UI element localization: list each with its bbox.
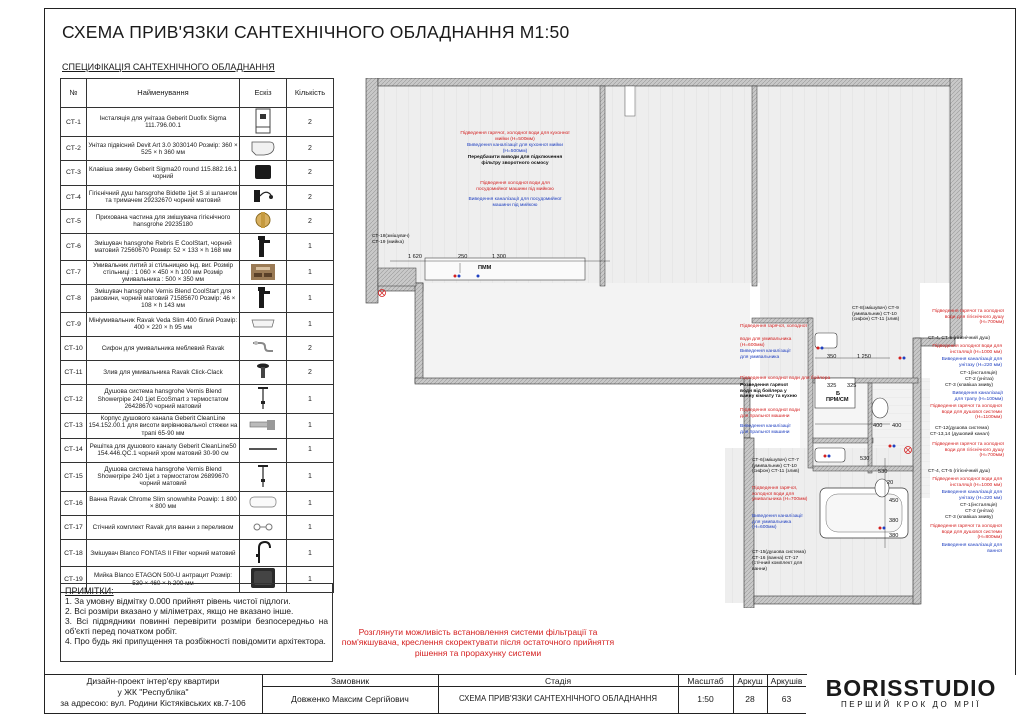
dim-400a: 400 xyxy=(873,423,883,429)
spec-header-no: № xyxy=(61,79,87,108)
spec-item-qty: 2 xyxy=(287,137,334,161)
label-sink-a-1: Підведення гарячої, холодної xyxy=(740,324,807,329)
studio-logo xyxy=(806,675,1016,714)
spec-item-sketch xyxy=(240,108,287,137)
hygienic-shower-icon xyxy=(252,187,274,207)
label-r-shower-hc: Підведення гарячої та холодної води для душової системи (Н=1100мм) xyxy=(930,404,1002,421)
spec-header-name: Найменування xyxy=(87,79,240,108)
spec-row xyxy=(61,540,334,567)
label-sink-a-2: води для умивальника xyxy=(740,337,792,342)
label-r-hygienic-b: Підведення гарячої та холодної води для гігієнічного душу (Н=700мм) xyxy=(932,442,1004,459)
spec-item-name: Душова система hansgrohe Vernis Blend Showerpipe 240 1jet з термостатом 26899670 чорний матовий xyxy=(87,462,240,491)
spec-item-name: Корпус душового канала Geberit CleanLine 154.152.00.1 для висоти вирівнювальної стяжки на трапі 65-90 мм xyxy=(87,414,240,438)
spec-row xyxy=(61,261,334,285)
sheet-value: 28 xyxy=(745,694,755,704)
stage-name: СХЕМА ПРИВ'ЯЗКИ САНТЕХНІЧНОГО ОБЛАДНАННЯ xyxy=(458,694,658,703)
label-sink-b: Підведення гарячої, холодної води для умивальника (Н=700мм) xyxy=(752,486,808,503)
spec-item-sketch xyxy=(240,161,287,185)
spec-item-name: Мініумивальник Ravak Veda Slim 400 білий Розмір: 400 × 220 × h 95 мм xyxy=(87,312,240,336)
spec-item-sketch xyxy=(240,385,287,414)
kitchen-mixer-icon xyxy=(254,540,272,566)
label-r-ct45-b: СТ-4, СТ-5 (гігієнічний душ) xyxy=(928,469,991,474)
project-line-2: у ЖК "Республіка" xyxy=(117,687,189,697)
spec-row xyxy=(61,209,334,233)
spec-item-sketch xyxy=(240,438,287,462)
drain-grate-icon xyxy=(248,445,278,455)
bath-waste-icon xyxy=(252,520,274,536)
spec-row xyxy=(61,161,334,185)
label-pmm: ПММ xyxy=(478,265,492,271)
label-r-trap-sewer: Виведення каналізації для трапу (Н=100мм) xyxy=(952,391,1003,402)
spec-row xyxy=(61,360,334,384)
spec-item-name: Стічний комплект Ravak для ванни з переливом xyxy=(87,516,240,540)
spec-item-name: Решітка для душового каналу Geberit CleanLine50 154.446.QC.1 чорний хром матовий 30-90 см xyxy=(87,438,240,462)
dim-250: 250 xyxy=(458,254,468,260)
spec-item-qty: 1 xyxy=(287,438,334,462)
dim-1250: 1 250 xyxy=(857,354,871,360)
spec-row xyxy=(61,385,334,414)
spec-item-qty: 1 xyxy=(287,285,334,312)
dim-450: 450 xyxy=(889,498,899,504)
logo-tagline: ПЕРШИЙ КРОК ДО МРІЇ xyxy=(840,700,982,709)
label-r-ct1-a: СТ-1(інсталяція) xyxy=(960,371,998,376)
spec-item-name: Ванна Ravak Chrome Slim snowwhite Розмір: 1 800 × 800 мм xyxy=(87,491,240,515)
label-boiler-dist: Розведення гарячої води від бойлера у ванну кімнату та кухню xyxy=(740,383,797,400)
notes-heading: ПРИМІТКИ: xyxy=(65,586,114,596)
logo-name: BORISSTUDIO xyxy=(825,675,997,701)
spec-item-name: Гігієнічний душ hansgrohe Bidette 1jet S зі шлангом та тримачем 29232670 чорний матовий xyxy=(87,185,240,209)
mini-basin-icon xyxy=(250,317,276,331)
spec-item-no: СТ-17 xyxy=(61,516,87,540)
spec-item-no: СТ-18 xyxy=(61,540,87,567)
label-wm-cold: Підведення холодної води для пральної машини xyxy=(740,408,800,419)
spec-item-no: СТ-1 xyxy=(61,108,87,137)
header-customer: Замовник xyxy=(330,676,370,686)
spec-item-qty: 1 xyxy=(287,385,334,414)
shower-system-icon xyxy=(255,385,271,413)
header-stage: Стадія xyxy=(544,676,572,686)
label-filter-note: Передбачити виводи для підключення фільтру зворотного осмосу xyxy=(467,155,563,166)
spec-item-sketch xyxy=(240,336,287,360)
basin-mixer-icon xyxy=(255,285,271,311)
label-r-ct2-b: СТ-2 (унітаз) xyxy=(965,509,994,514)
spec-row xyxy=(61,336,334,360)
scale-value: 1:50 xyxy=(697,694,714,704)
label-r-ct1314: СТ-13,14 (душовий канал) xyxy=(930,432,990,437)
dim-20: 20 xyxy=(887,480,894,486)
spec-item-qty: 2 xyxy=(287,185,334,209)
spec-item-no: СТ-8 xyxy=(61,285,87,312)
spec-item-sketch xyxy=(240,233,287,260)
label-ct6-group: СТ-6(змішувач) СТ-7 (умивальник) СТ-10 (сифон) СТ-11 (злив) xyxy=(752,458,800,475)
spec-row xyxy=(61,438,334,462)
spec-item-sketch xyxy=(240,462,287,491)
spec-item-no: СТ-3 xyxy=(61,161,87,185)
header-scale: Масштаб xyxy=(687,676,724,686)
spec-item-sketch xyxy=(240,185,287,209)
spec-item-name: Змішувач hansgrohe Rebris E CoolStart, чорний матовий 72560670 Розмір: 52 × 133 × h 168 мм xyxy=(87,233,240,260)
spec-item-qty: 2 xyxy=(287,108,334,137)
basin-mixer-icon xyxy=(255,234,271,260)
header-sheets: Аркушів xyxy=(770,676,803,686)
label-r-toilet-sewer-a: Виведення каналізації для унітазу (Н=220 мм) xyxy=(941,357,1002,368)
spec-item-qty: 1 xyxy=(287,540,334,567)
spec-item-name: Сифон для умивальника меблевий Ravak xyxy=(87,336,240,360)
label-r-toilet-sewer-b: Виведення каналізації для унітазу (Н=220 мм) xyxy=(941,490,1002,501)
spec-item-qty: 1 xyxy=(287,516,334,540)
siphon-icon xyxy=(251,340,275,356)
wall-hung-toilet-icon xyxy=(250,138,276,160)
spec-table xyxy=(60,78,334,593)
spec-row xyxy=(61,233,334,260)
header-sheet: Аркуш xyxy=(737,676,763,686)
bathtub-icon xyxy=(249,495,277,511)
label-boiler-cold: Підведення холодної води для бойлера xyxy=(740,376,831,381)
project-line-1: Дизайн-проект інтер'єру квартири xyxy=(86,676,220,686)
label-ct19: СТ-19 (мийка) xyxy=(372,240,404,245)
spec-row xyxy=(61,312,334,336)
label-ct15-group: СТ-15(душова система) СТ-16 (ванна) СТ-17 (стічний комплект для ванни) xyxy=(752,550,806,572)
spec-item-qty: 2 xyxy=(287,360,334,384)
flush-plate-icon xyxy=(254,164,272,182)
spec-item-name: Мийка Blanco ETAGON 500-U антрацит Розмір: 530 × 460 × h 200 мм xyxy=(87,567,240,592)
spec-header-row xyxy=(61,79,334,108)
dim-350: 350 xyxy=(827,354,837,360)
dim-530a: 530 xyxy=(860,456,870,462)
spec-item-no: СТ-10 xyxy=(61,336,87,360)
label-kitchen-hot-cold: Підведення гарячої, холодної води для кухонної мийки (Н=500мм) xyxy=(460,131,570,142)
label-r-inst-b: Підведення холодної води для інсталяції (Н=1000 мм) xyxy=(932,477,1002,488)
project-line-3: за адресою: вул. Родини Кістяківських кв.7-106 xyxy=(60,698,246,708)
dim-380b: 380 xyxy=(889,533,899,539)
sheet-title: СХЕМА ПРИВ'ЯЗКИ САНТЕХНІЧНОГО ОБЛАДНАННЯ М1:50 xyxy=(62,22,570,42)
spec-row xyxy=(61,285,334,312)
spec-item-name: Унітаз підвісний Devit Art 3.0 3030140 Розмір: 360 × 525 × h 360 мм xyxy=(87,137,240,161)
note-4: 4. Про будь які припущення та розбіжності повідомити архітектора. xyxy=(65,635,326,646)
spec-item-no: СТ-4 xyxy=(61,185,87,209)
label-r-ct3-a: СТ-3 (клавіша змиву) xyxy=(945,383,994,388)
spec-item-sketch xyxy=(240,491,287,515)
spec-item-no: СТ-5 xyxy=(61,209,87,233)
spec-item-no: СТ-13 xyxy=(61,414,87,438)
filtration-note: Розглянути можливість встановлення системи фільтрації та пом'якшувача, креслення скоректувати після остаточного прийняття рішення та прорахунку системи xyxy=(341,627,615,658)
customer-name: Довженко Максим Сергійович xyxy=(291,694,409,704)
label-ct18: СТ-18(змішувач) xyxy=(372,234,410,239)
label-sink-b-sewer: Виведення каналізації для умивальника (Н=600мм) xyxy=(752,514,803,531)
spec-item-no: СТ-16 xyxy=(61,491,87,515)
spec-row xyxy=(61,462,334,491)
label-r-bath-hc: Підведення гарячої та холодної води для душової системи (Н=800мм) xyxy=(930,524,1002,541)
spec-item-sketch xyxy=(240,312,287,336)
notes-box xyxy=(60,583,333,662)
spec-item-no: СТ-19 xyxy=(61,567,87,592)
spec-row xyxy=(61,491,334,515)
spec-item-no: СТ-9 xyxy=(61,312,87,336)
spec-item-qty: 1 xyxy=(287,233,334,260)
spec-row xyxy=(61,185,334,209)
dim-1300: 1 300 xyxy=(492,254,506,260)
spec-item-sketch xyxy=(240,540,287,567)
label-r-ct45-a: СТ-4, СТ-5 (гігієнічний душ) xyxy=(928,336,991,341)
label-prm: ПРМ/СМ xyxy=(826,397,849,403)
spec-item-name: Змішувач hansgrohe Vernis Blend CoolStart для раковини, чорний матовий 71585670 Розмір: 46 × 108 × h 143 мм xyxy=(87,285,240,312)
spec-item-no: СТ-11 xyxy=(61,360,87,384)
note-1: 1. За умовну відмітку 0.000 прийнят рівень чистої підлоги. xyxy=(65,596,291,606)
spec-item-sketch xyxy=(240,137,287,161)
label-r-ct12: СТ-12(душова система) xyxy=(935,426,989,431)
spec-item-name: Змішувач Blanco FONTAS II Filter чорний матовий xyxy=(87,540,240,567)
spec-item-name: Злив для умивальника Ravak Click-Clack xyxy=(87,360,240,384)
spec-item-sketch xyxy=(240,414,287,438)
shower-system-icon xyxy=(255,463,271,491)
dim-325b: 325 xyxy=(847,383,857,389)
spec-item-qty: 2 xyxy=(287,209,334,233)
label-boiler: Б xyxy=(836,391,841,397)
label-r-inst-a: Підведення холодної води для інсталяції (Н=1000 мм) xyxy=(932,344,1002,355)
concealed-part-icon xyxy=(253,210,273,232)
label-r-hygienic: Підведення гарячої та холодної води для гігієнічного душу (Н=700мм) xyxy=(932,309,1004,326)
label-dishwasher-cold: Підведення холодної води для посудомийної машини під мийкою xyxy=(476,181,554,192)
spec-row xyxy=(61,516,334,540)
dim-400b: 400 xyxy=(892,423,902,429)
drain-body-icon xyxy=(249,418,277,434)
sheets-value: 63 xyxy=(781,694,792,704)
label-r-ct3-b: СТ-3 (клавіша змиву) xyxy=(945,515,994,520)
installation-frame-icon xyxy=(254,108,272,136)
label-kitchen-sewer: Виведення каналізації для кухонної мийки (Н=500мм) xyxy=(466,143,564,154)
spec-item-name: Інсталяція для унітаза Geberit Duofix Sigma 111.796.00.1 xyxy=(87,108,240,137)
dim-1620: 1 620 xyxy=(408,254,422,260)
spec-item-no: СТ-7 xyxy=(61,261,87,285)
spec-title: СПЕЦИФІКАЦІЯ САНТЕХНІЧНОГО ОБЛАДНАННЯ xyxy=(62,62,275,72)
floor-plan xyxy=(360,78,1016,608)
spec-item-qty: 1 xyxy=(287,414,334,438)
spec-item-no: СТ-15 xyxy=(61,462,87,491)
spec-item-sketch xyxy=(240,516,287,540)
spec-header-sketch: Ескіз xyxy=(240,79,287,108)
spec-item-name: Душова система hansgrohe Vernis Blend Showerpipe 240 1jet EcoSmart з термостатом 26428670 чорний матовий xyxy=(87,385,240,414)
spec-row xyxy=(61,137,334,161)
spec-item-qty: 1 xyxy=(287,261,334,285)
spec-item-no: СТ-2 xyxy=(61,137,87,161)
label-sink-a-4: Виведення каналізації xyxy=(740,349,791,354)
dim-380a: 380 xyxy=(889,518,899,524)
label-wm-sewer: Виведення каналізації для пральної машини xyxy=(740,424,791,435)
spec-item-qty: 1 xyxy=(287,312,334,336)
label-r-bath-sewer: Виведення каналізації для ванної xyxy=(941,543,1002,554)
spec-row xyxy=(61,108,334,137)
floor-plan-drawing xyxy=(360,78,1016,608)
spec-item-name: Умивальник литий зі стільницею інд. виг. Розмір стільниці : 1 060 × 450 × h 100 мм Розмір умивальника : 500 × 350 мм xyxy=(87,261,240,285)
drain-icon xyxy=(255,362,271,382)
label-sink-a-3: (Н=600мм) xyxy=(740,343,765,348)
note-3: 3. Всі підрядники повинні перевірити розміри безпосередньо на об'єкті перед початком робіт. xyxy=(65,615,328,636)
label-r-ct2-a: СТ-2 (унітаз) xyxy=(965,377,994,382)
vanity-icon xyxy=(250,262,276,284)
spec-header-qty: Кількість xyxy=(287,79,334,108)
dim-325a: 325 xyxy=(827,383,837,389)
spec-item-qty: 2 xyxy=(287,161,334,185)
spec-row xyxy=(61,414,334,438)
dim-530b: 530 xyxy=(878,469,888,475)
spec-item-sketch xyxy=(240,360,287,384)
label-r-ct1-b: СТ-1(інсталяція) xyxy=(960,503,998,508)
spec-item-no: СТ-6 xyxy=(61,233,87,260)
label-ct8-group: СТ-8(змішувач) СТ-9 (умивальник) СТ-10 (сифон) СТ-11 (злив) xyxy=(852,306,900,323)
spec-item-qty: 1 xyxy=(287,491,334,515)
spec-item-no: СТ-12 xyxy=(61,385,87,414)
label-dishwasher-sewer: Виведення каналізації для посудомийної машини під мийкою xyxy=(468,197,562,208)
spec-item-sketch xyxy=(240,285,287,312)
spec-item-name: Прихована частина для змішувача гігієнічного hansgrohe 29235180 xyxy=(87,209,240,233)
spec-item-qty: 1 xyxy=(287,462,334,491)
label-sink-a-5: для умивальника xyxy=(740,355,780,360)
spec-item-sketch xyxy=(240,209,287,233)
spec-item-sketch xyxy=(240,261,287,285)
spec-item-qty: 1 xyxy=(287,567,334,592)
note-2: 2. Всі розміри вказано у міліметрах, якщо не вказано інше. xyxy=(65,605,294,616)
spec-item-name: Клавіша змиву Geberit Sigma20 round 115.882.16.1 чорний xyxy=(87,161,240,185)
spec-item-no: СТ-14 xyxy=(61,438,87,462)
spec-item-qty: 2 xyxy=(287,336,334,360)
